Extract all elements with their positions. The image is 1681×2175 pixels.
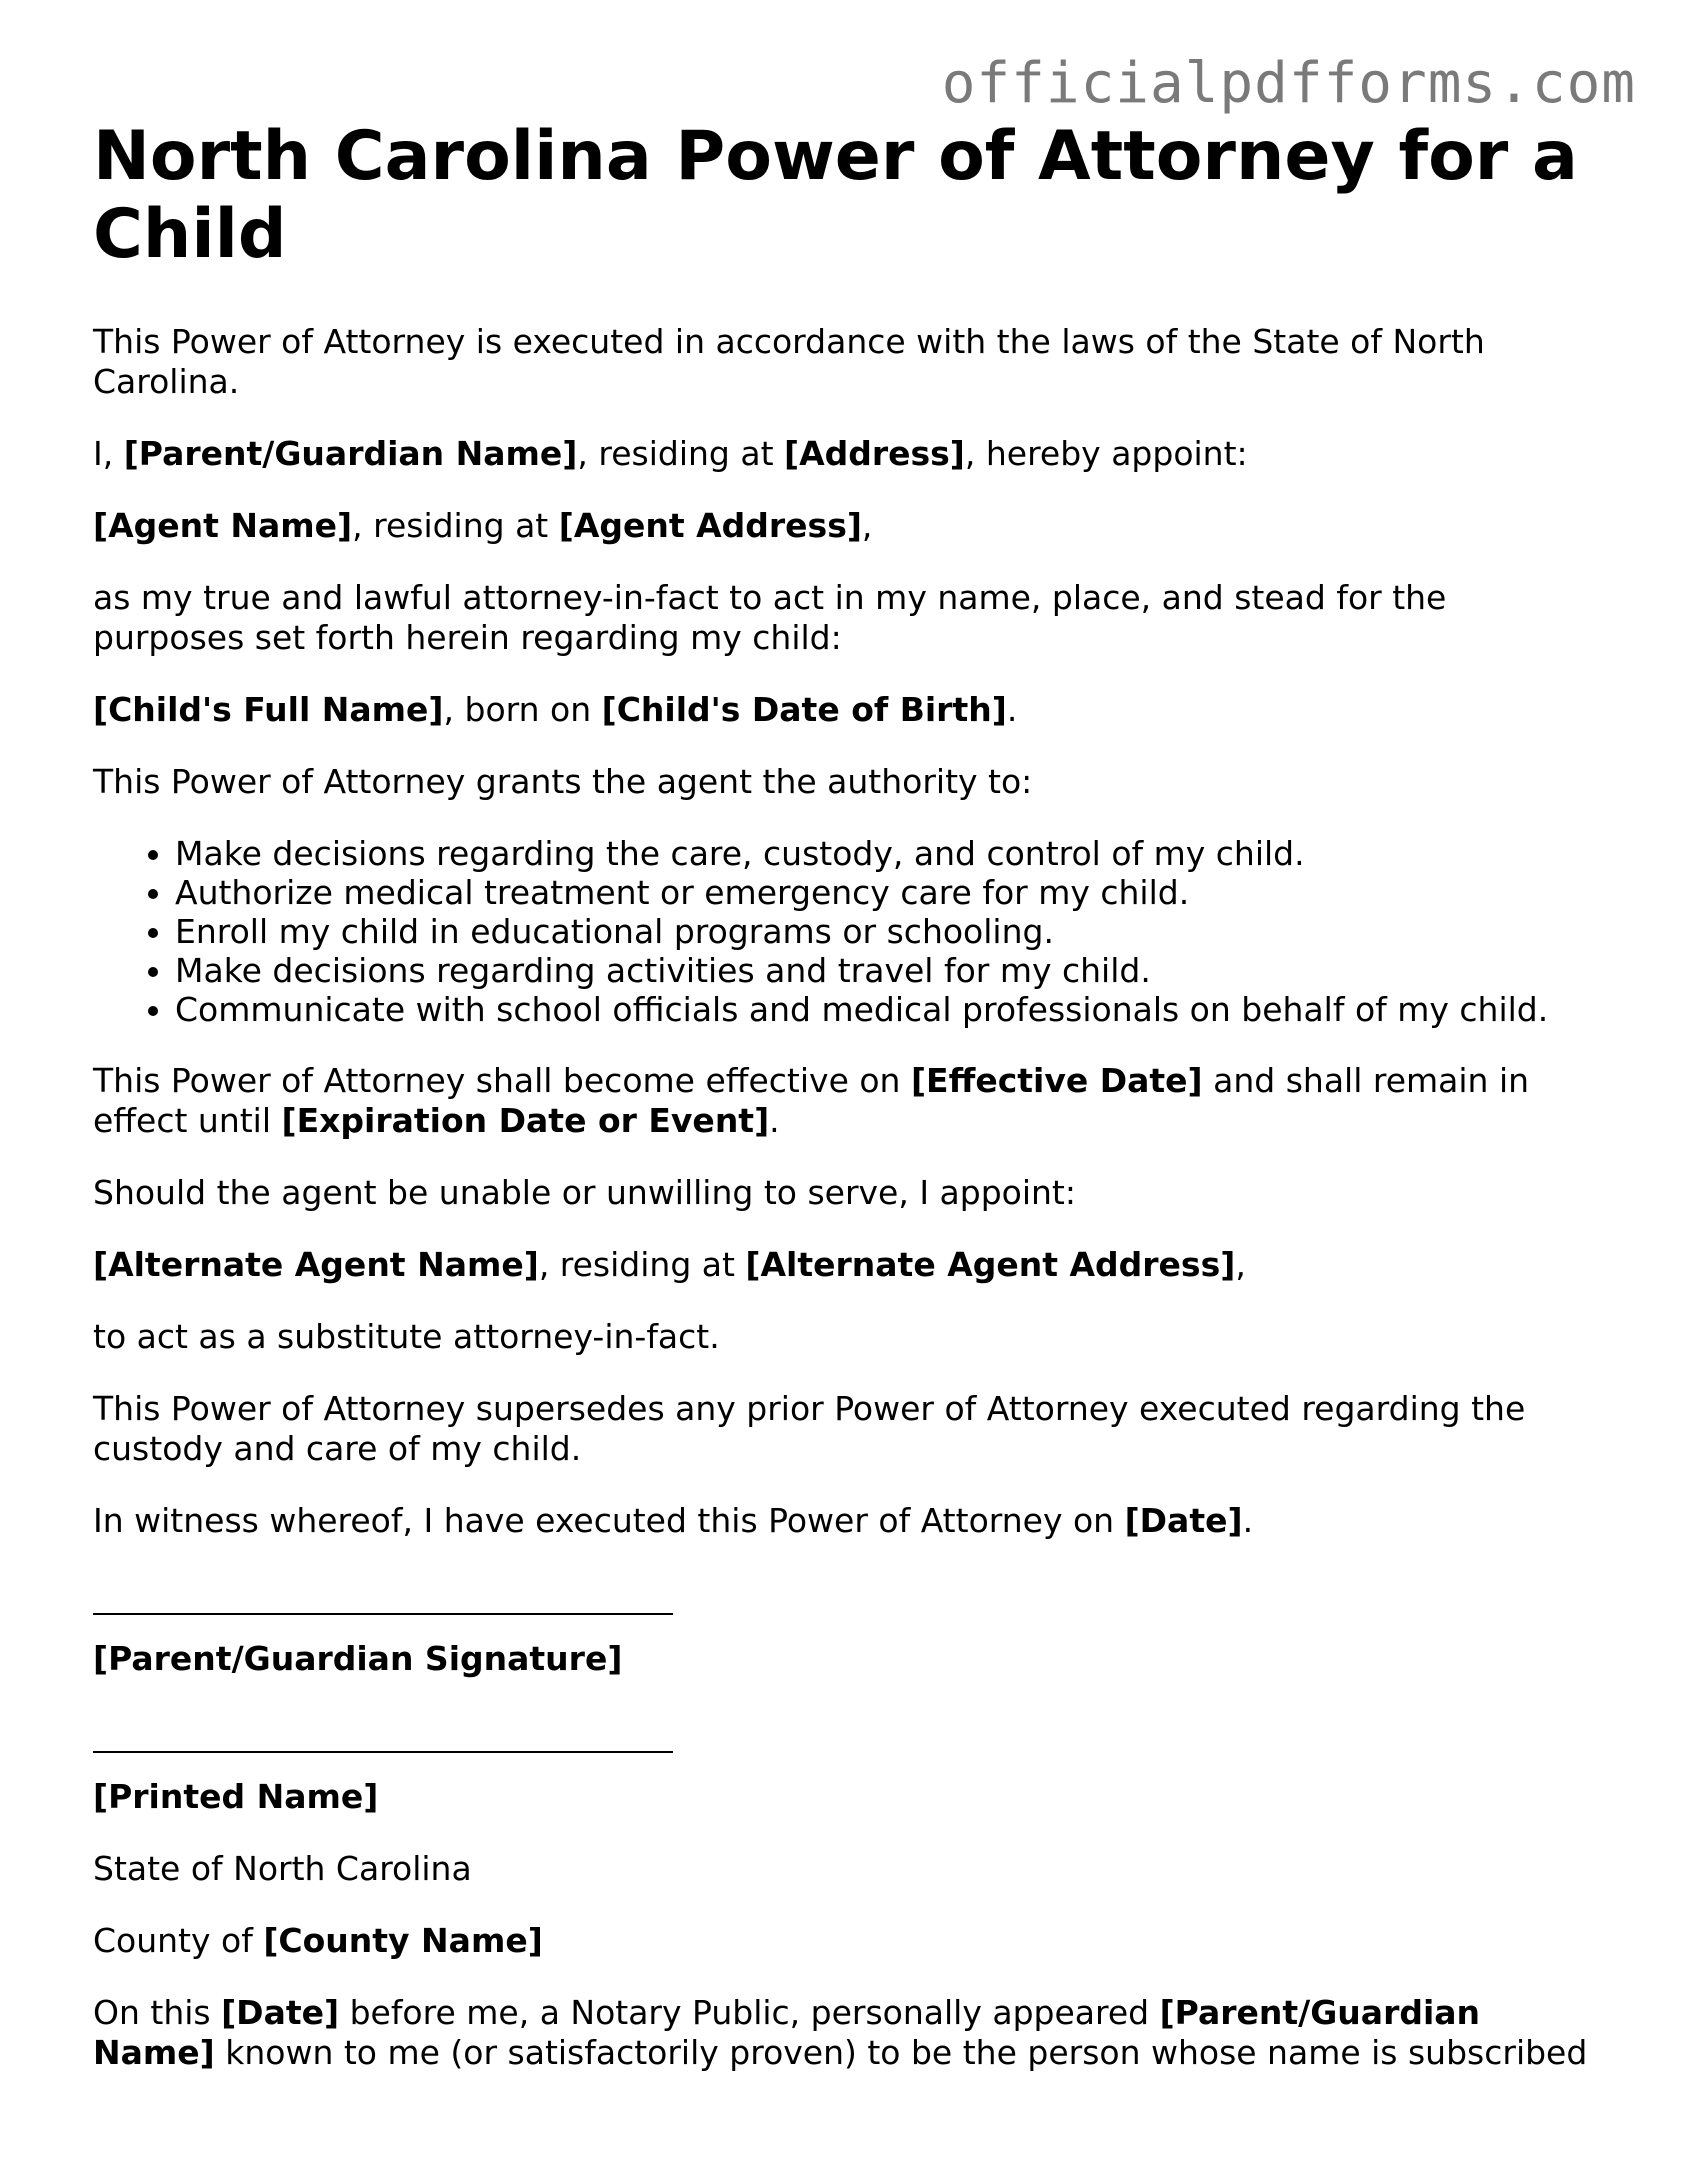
agent-name-field: [Agent Name] [93, 506, 353, 545]
page-title: North Carolina Power of Attorney for a Child [93, 117, 1578, 274]
authority-intro: This Power of Attorney grants the agent the authority to: [93, 762, 1033, 801]
county-name-field: [County Name] [263, 1921, 543, 1960]
agent-address-field: [Agent Address] [558, 506, 862, 545]
notary-date-field: [Date] [221, 1993, 340, 2032]
witness-date-field: [Date] [1124, 1501, 1243, 1540]
alternate-intro: Should the agent be unable or unwilling to serve, I appoint: [93, 1173, 1076, 1212]
list-item: • Make decisions regarding activities and travel for my child. [175, 951, 1603, 990]
printed-name-label: [Printed Name] [93, 1777, 379, 1816]
purpose-paragraph: as my true and lawful attorney-in-fact to act in my name, place, and stead for the purposes set forth herein regarding my child: [93, 578, 1447, 657]
address-field: [Address] [784, 434, 965, 473]
supersedes-paragraph: This Power of Attorney supersedes any prior Power of Attorney executed regarding the custody and care of my child. [93, 1389, 1526, 1468]
intro-paragraph: This Power of Attorney is executed in accordance with the laws of the State of North Carolina. [93, 322, 1485, 401]
county-line: County of [County Name] [93, 1921, 543, 1960]
child-name-field: [Child's Full Name] [93, 690, 444, 729]
child-dob-field: [Child's Date of Birth] [601, 690, 1007, 729]
appointment-paragraph: I, [Parent/Guardian Name], residing at [Address], hereby appoint: [93, 434, 1248, 473]
document-page [93, 118, 1603, 2105]
effective-date-field: [Effective Date] [910, 1061, 1203, 1100]
signature-line [93, 1589, 673, 1615]
child-paragraph: [Child's Full Name], born on [Child's Date of Birth]. [93, 690, 1018, 729]
signature-label: [Parent/Guardian Signature] [93, 1639, 623, 1678]
state-line: State of North Carolina [93, 1849, 472, 1888]
list-item: • Communicate with school officials and medical professionals on behalf of my child. [175, 990, 1603, 1029]
substitute-paragraph: to act as a substitute attorney-in-fact. [93, 1317, 720, 1356]
list-item: • Authorize medical treatment or emergency care for my child. [175, 873, 1603, 912]
watermark: officialpdfforms.com [941, 51, 1636, 116]
alternate-name-field: [Alternate Agent Name] [93, 1245, 539, 1284]
agent-paragraph: [Agent Name], residing at [Agent Address], [93, 506, 873, 545]
authority-list [93, 834, 1603, 1029]
printed-name-line [93, 1727, 673, 1753]
expiration-field: [Expiration Date or Event] [281, 1101, 770, 1140]
witness-paragraph: In witness whereof, I have executed this Power of Attorney on [Date]. [93, 1501, 1254, 1540]
alternate-paragraph: [Alternate Agent Name], residing at [Alternate Agent Address], [93, 1245, 1246, 1284]
list-item: • Enroll my child in educational programs or schooling. [175, 912, 1603, 951]
alternate-address-field: [Alternate Agent Address] [745, 1245, 1236, 1284]
list-item: • Make decisions regarding the care, custody, and control of my child. [175, 834, 1603, 873]
notary-name-field: [Parent/Guardian Name] [93, 1993, 1481, 2072]
effective-paragraph: This Power of Attorney shall become effective on [Effective Date] and shall remain in effect until [Expiration Date or Event]. [93, 1061, 1530, 1140]
notary-paragraph: On this [Date] before me, a Notary Public, personally appeared [Parent/Guardian Name] known to me (or satisfactorily proven) to be the person whose name is subscribed [93, 1993, 1588, 2072]
parent-name-field: [Parent/Guardian Name] [123, 434, 578, 473]
